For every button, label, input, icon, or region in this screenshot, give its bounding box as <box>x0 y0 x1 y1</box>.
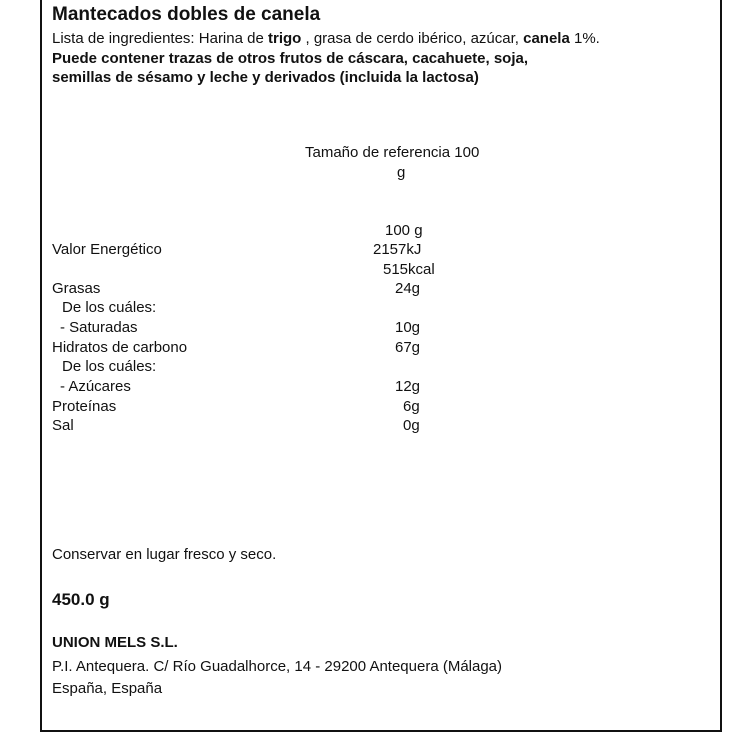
ingredient-wheat: trigo <box>267 30 302 47</box>
reference-size-line-2: g <box>397 164 406 181</box>
nutrition-value-sugars: 12g <box>395 378 421 395</box>
nutrition-label-carbohydrates: Hidratos de carbono <box>52 339 188 356</box>
allergen-line-2: semillas de sésamo y leche y derivados (incluida la lactosa) <box>52 69 479 86</box>
ingredients-prefix: Lista de ingredientes: Harina de <box>52 30 268 47</box>
company-address: P.I. Antequera. C/ Río Guadalhorce, 14 - 29200 Antequera (Málaga) <box>52 658 503 675</box>
product-title: Mantecados dobles de canela <box>52 4 321 25</box>
nutrition-value-energy-kcal: 515kcal <box>383 261 435 278</box>
allergen-warning <box>52 49 528 87</box>
storage-instructions: Conservar en lugar fresco y seco. <box>52 546 277 563</box>
nutrition-value-energy-kj: 2157kJ <box>373 241 422 258</box>
reference-size-line-1: Tamaño de referencia 100 <box>305 144 480 161</box>
company-name: UNION MELS S.L. <box>52 634 178 651</box>
nutrition-value-carbohydrates: 67g <box>395 339 421 356</box>
nutrition-value-fat: 24g <box>395 280 421 297</box>
ingredient-cinnamon: canela <box>523 30 570 47</box>
nutrition-label-saturated: - Saturadas <box>60 319 138 336</box>
allergen-line-1: Puede contener trazas de otros frutos de cáscara, cacahuete, soja, <box>52 50 529 67</box>
nutrition-label-protein: Proteínas <box>52 398 117 415</box>
nutrition-column-header: 100 g <box>385 222 423 239</box>
nutrition-label-fat: Grasas <box>52 280 101 297</box>
nutrition-value-salt: 0g <box>403 417 420 434</box>
ingredients-middle: , grasa de cerdo ibérico, azúcar, <box>301 30 524 47</box>
nutrition-label-of-which-fat: De los cuáles: <box>62 299 157 316</box>
nutrition-value-protein: 6g <box>403 398 420 415</box>
nutrition-label-sugars: - Azúcares <box>60 378 131 395</box>
net-weight: 450.0 g <box>52 590 110 609</box>
company-country: España, España <box>52 680 163 697</box>
ingredients-list <box>52 30 600 47</box>
ingredients-suffix: 1%. <box>569 30 600 47</box>
nutrition-label-energy: Valor Energético <box>52 241 162 258</box>
nutrition-label-of-which-carbs: De los cuáles: <box>62 358 157 375</box>
nutrition-label-salt: Sal <box>52 417 74 434</box>
nutrition-value-saturated: 10g <box>395 319 421 336</box>
